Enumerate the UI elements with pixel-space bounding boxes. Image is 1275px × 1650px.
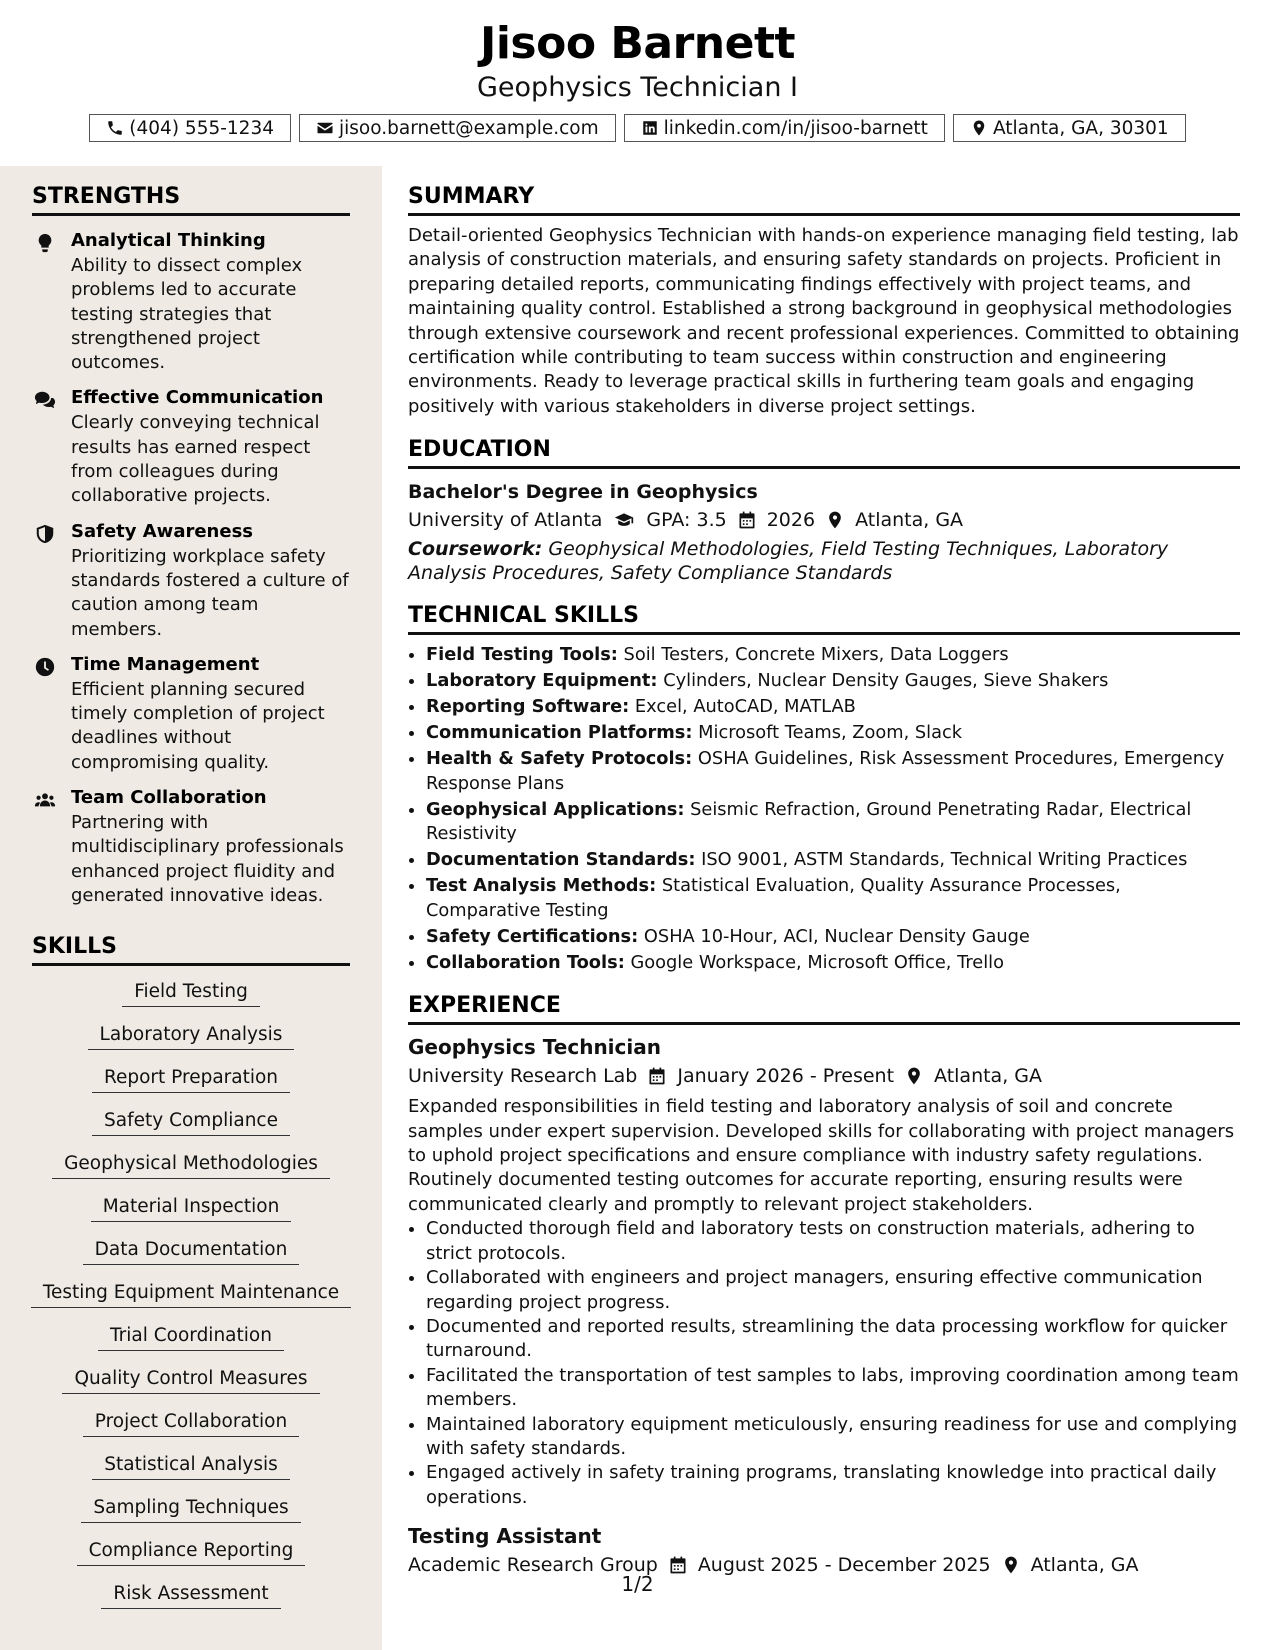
- skill-tag: Testing Equipment Maintenance: [31, 1281, 351, 1308]
- contact-bar: [0, 114, 1275, 142]
- lightbulb-icon: [34, 232, 56, 254]
- skill-values: OSHA Guidelines, Risk Assessment Procedures, Emergency Response Plans: [426, 748, 1225, 794]
- strength-item: [32, 519, 350, 642]
- list-item: [426, 669, 1240, 694]
- shield-icon: [34, 523, 56, 545]
- calendar-icon: [647, 1066, 667, 1086]
- list-item: [426, 695, 1240, 720]
- job-position: Testing Assistant: [408, 1524, 602, 1549]
- skill-category: Safety Certifications:: [426, 925, 639, 947]
- strength-title: Effective Communication: [71, 387, 324, 409]
- job-meta: [408, 1065, 1240, 1087]
- coursework-list: Geophysical Methodologies, Field Testing Techniques, Laboratory Analysis Procedures, Safety Compliance Standards: [408, 538, 1169, 585]
- clock-icon: [34, 656, 56, 678]
- strength-description: Clearly conveying technical results has earned respect from colleagues during collaborative projects.: [71, 412, 320, 507]
- strength-description: Prioritizing workplace safety standards fostered a culture of caution among team members.: [71, 545, 349, 640]
- skill-values: Google Workspace, Microsoft Office, Trello: [630, 951, 1004, 973]
- skill-tag: Safety Compliance: [92, 1109, 290, 1136]
- strength-description: Ability to dissect complex problems led to accurate testing strategies that strengthened project outcomes.: [71, 255, 303, 374]
- skills-list: [32, 980, 350, 1609]
- skill-tag: Data Documentation: [83, 1238, 300, 1265]
- summary-text: Detail-oriented Geophysics Technician with hands-on experience managing field testing, lab analysis of construction materials, and ensuring safety standards on projects. Proficient in preparing detailed reports, communicating findings effectively with project teams, and maintaining quality control. Established a strong background in geophysical methodologies through extensive coursework and recent professional experiences. Committed to obtaining certification while contributing to team success within construction and engineering environments. Ready to leverage practical skills in furthering team goals and engaging positively with various stakeholders in diverse project settings.: [408, 225, 1240, 417]
- linkedin-text: linkedin.com/in/jisoo-barnett: [663, 117, 928, 139]
- strength-title: Safety Awareness: [71, 520, 253, 542]
- skill-tag: Compliance Reporting: [77, 1539, 306, 1566]
- skill-tag: Sampling Techniques: [81, 1496, 300, 1523]
- company-name: University Research Lab: [408, 1065, 638, 1088]
- map-pin-icon: [904, 1066, 924, 1086]
- users-icon: [34, 789, 56, 811]
- skill-values: Statistical Evaluation, Quality Assurance Processes, Comparative Testing: [426, 875, 1121, 921]
- skill-category: Test Analysis Methods:: [426, 875, 657, 897]
- contact-location[interactable]: [953, 114, 1186, 142]
- job-description: Expanded responsibilities in field testing and laboratory analysis of soil and concrete samples under expert supervision. Developed skills for collaborating with project managers to uphold project specifications and ensure compliance with industry safety regulations. Routinely documented testing outcomes for accurate reporting, ensuring results were communicated clearly and promptly to relevant project stakeholders.: [408, 1096, 1235, 1215]
- linkedin-icon: [641, 119, 659, 137]
- email-text: jisoo.barnett@example.com: [339, 117, 599, 139]
- graduation-year: 2026: [766, 509, 816, 532]
- skill-tag: Statistical Analysis: [92, 1453, 290, 1480]
- list-item: [426, 747, 1240, 796]
- skill-tag: Geophysical Methodologies: [52, 1152, 330, 1179]
- gpa-text: GPA: 3.5: [646, 509, 727, 532]
- list-item: • Collaborated with engineers and project managers, ensuring effective communication regarding project progress.: [426, 1266, 1240, 1315]
- skill-category: Collaboration Tools:: [426, 951, 625, 973]
- skill-values: Seismic Refraction, Ground Penetrating Radar, Electrical Resistivity: [426, 798, 1192, 845]
- strength-title: Team Collaboration: [71, 787, 267, 809]
- contact-email[interactable]: [299, 114, 616, 142]
- list-item: • Engaged actively in safety training programs, translating knowledge into practical daily operations.: [426, 1461, 1240, 1510]
- strength-item: [32, 785, 350, 908]
- list-item: [426, 721, 1240, 746]
- job-position: Geophysics Technician: [408, 1035, 661, 1060]
- skill-values: Soil Testers, Concrete Mixers, Data Loggers: [623, 644, 1009, 666]
- skill-tag: Report Preparation: [92, 1066, 290, 1093]
- skill-tag: Material Inspection: [91, 1195, 292, 1222]
- skill-category: Geophysical Applications:: [426, 798, 685, 820]
- list-item: [426, 798, 1240, 847]
- job-dates: January 2026 - Present: [677, 1065, 895, 1088]
- list-item: • Facilitated the transportation of test samples to labs, improving coordination among team members.: [426, 1364, 1240, 1413]
- skill-values: Excel, AutoCAD, MATLAB: [634, 696, 856, 718]
- experience-heading: EXPERIENCE: [408, 993, 1240, 1025]
- education-meta: [408, 509, 1240, 531]
- strength-title: Analytical Thinking: [71, 230, 266, 251]
- candidate-name: Jisoo Barnett: [479, 18, 796, 69]
- list-item: • Conducted thorough field and laboratory tests on construction materials, adhering to strict protocols.: [426, 1217, 1240, 1266]
- degree-title: Bachelor's Degree in Geophysics: [408, 481, 758, 504]
- company-name: Academic Research Group: [408, 1554, 658, 1577]
- map-pin-icon: [970, 119, 988, 137]
- job-dates: August 2025 - December 2025: [697, 1554, 991, 1577]
- main-content: [408, 166, 1240, 1576]
- skill-tag: Trial Coordination: [98, 1324, 284, 1351]
- list-item: • Maintained laboratory equipment meticulously, ensuring readiness for use and complying with safety standards.: [426, 1413, 1240, 1462]
- list-item: [426, 951, 1240, 976]
- technical-skills-heading: TECHNICAL SKILLS: [408, 603, 1240, 635]
- school-location: Atlanta, GA: [855, 509, 964, 532]
- skill-values: Cylinders, Nuclear Density Gauges, Sieve Shakers: [663, 670, 1109, 692]
- skill-tag: Laboratory Analysis: [88, 1023, 295, 1050]
- job-location: Atlanta, GA: [934, 1065, 1043, 1088]
- sidebar: [0, 166, 382, 1650]
- contact-linkedin[interactable]: [624, 114, 945, 142]
- list-item: [426, 848, 1240, 873]
- page-number: 1/2: [621, 1572, 654, 1596]
- job-title: Geophysics Technician I: [477, 72, 798, 103]
- skill-category: Documentation Standards:: [426, 849, 696, 871]
- list-item: [426, 643, 1240, 668]
- strength-description: Partnering with multidisciplinary professionals enhanced project fluidity and generated innovative ideas.: [71, 812, 344, 906]
- skill-values: Microsoft Teams, Zoom, Slack: [698, 722, 963, 744]
- phone-icon: [106, 119, 124, 137]
- education-heading: EDUCATION: [408, 437, 1240, 469]
- skill-values: OSHA 10-Hour, ACI, Nuclear Density Gauge: [643, 925, 1030, 947]
- technical-skills-list: [408, 643, 1240, 975]
- list-item: • Documented and reported results, streamlining the data processing workflow for quicker turnaround.: [426, 1315, 1240, 1364]
- school-name: University of Atlanta: [408, 509, 603, 532]
- graduation-cap-icon: [612, 510, 636, 530]
- skill-tag: Quality Control Measures: [62, 1367, 319, 1394]
- resume-header: [0, 0, 1275, 166]
- strength-item: [32, 385, 350, 508]
- skill-category: Health & Safety Protocols:: [426, 748, 693, 770]
- skill-tag: Risk Assessment: [101, 1582, 280, 1609]
- skill-values: ISO 9001, ASTM Standards, Technical Writing Practices: [701, 849, 1188, 871]
- envelope-icon: [316, 119, 334, 137]
- skill-category: Laboratory Equipment:: [426, 670, 658, 692]
- strength-item: [32, 652, 350, 775]
- job-bullets: [408, 1217, 1240, 1510]
- calendar-icon: [737, 510, 757, 530]
- skill-category: Communication Platforms:: [426, 722, 693, 744]
- comments-icon: [34, 389, 56, 411]
- location-text: Atlanta, GA, 30301: [992, 117, 1169, 139]
- coursework: [408, 537, 1240, 585]
- strengths-heading: STRENGTHS: [32, 184, 350, 216]
- strength-item: [32, 228, 350, 375]
- skill-tag: Project Collaboration: [83, 1410, 299, 1437]
- summary-heading: SUMMARY: [408, 184, 1240, 216]
- list-item: [426, 925, 1240, 950]
- contact-phone[interactable]: [89, 114, 291, 142]
- list-item: [426, 874, 1240, 923]
- strength-title: Time Management: [71, 653, 260, 675]
- map-pin-icon: [825, 510, 845, 530]
- coursework-label: Coursework:: [408, 538, 543, 561]
- job-location: Atlanta, GA: [1030, 1554, 1139, 1577]
- skills-heading: SKILLS: [32, 934, 350, 966]
- strength-description: Efficient planning secured timely completion of project deadlines without compromising quality.: [71, 678, 325, 773]
- skill-category: Field Testing Tools:: [426, 644, 618, 666]
- phone-text: (404) 555-1234: [129, 117, 274, 139]
- skill-tag: Field Testing: [122, 980, 260, 1007]
- skill-category: Reporting Software:: [426, 696, 630, 718]
